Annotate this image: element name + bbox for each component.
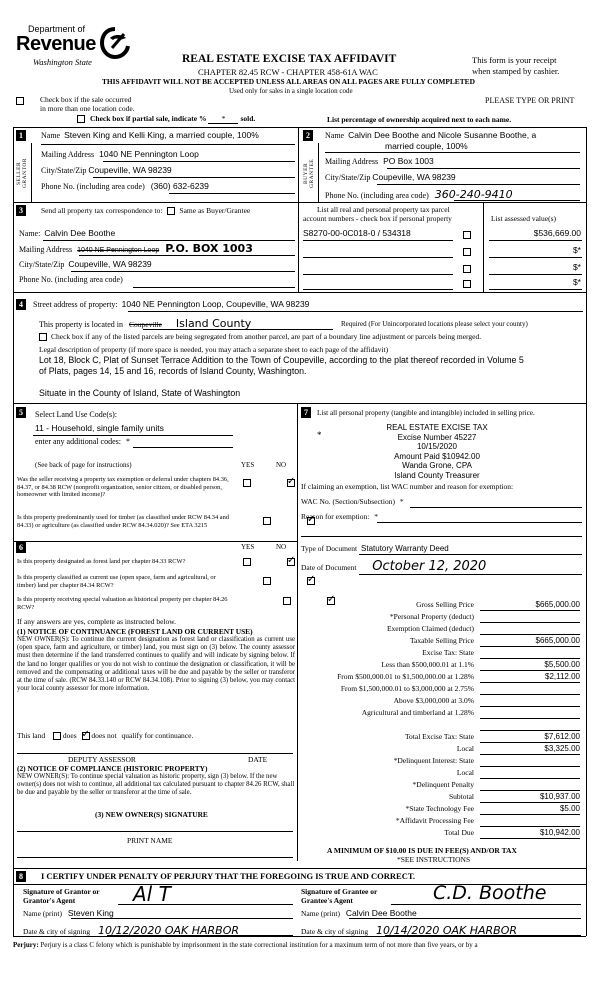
partial-sale-label: Check box if partial sale, indicate %: [90, 114, 207, 123]
corr-city-row: City/State/Zip Coupeville, WA 98239: [19, 259, 152, 269]
segregated-row: Check box if any of the listed parcels are being segregated from another parcel, are part of a boundary line adjustment or parcels being merged.: [39, 332, 481, 341]
seller-mail-field[interactable]: 1040 NE Pennington Loop: [99, 149, 199, 159]
grantor-name-field[interactable]: Steven King: [67, 908, 114, 918]
tax-row-value[interactable]: $3,325.00: [544, 744, 580, 753]
tax-row-label: *Delinquent Interest: State: [393, 756, 474, 765]
section-property: 4 Street address of property: 1040 NE Pennington Loop, Coupeville, WA 98239 This property is located in Coupeville Island County Required (For Unincorporated locations please select your county) Check box if any of the listed parcels are being segregated from another parcel, are part of a boundary line adjustment or parcels being merged. Legal description of property (if more space is needed, you may attach a separate sheet to each page of the affidavit) Lot 18, Block C, Plat of Sunset Terrace Addition to the Town of Coupeville, according to the plat thereof recorded in Volume 5 of Plats, pages 14, 15 and 16, records of Island County, Washington. Situate in the County of Island, State of Washington: [13, 292, 586, 400]
notice-compliance-body: NEW OWNER(S): To continue special valuation as historic property, sign (3) below. If the new owner(s) does not wish to continue, all additional tax calculated pursuant to chapter 84.26 RCW, shall be due and payable by the seller or transferor at the time of sale.: [17, 773, 295, 797]
grantor-signature-label: Signature of Grantor or Grantor's Agent: [23, 887, 100, 905]
land-use-q2: Is this property predominantly used for timber (as classified under RCW 84.34 and 84.33) or agriculture (as classified under RCW 84.34.020)? See ETA 3215: [17, 514, 229, 529]
grantee-name-row: Name (print) Calvin Dee Boothe: [301, 908, 417, 918]
minimum-note: A MINIMUM OF $10.00 IS DUE IN FEE(S) AND/OR TAX: [327, 846, 517, 855]
tax-row-label: Excise Tax: State: [422, 648, 474, 657]
form-chapter: CHAPTER 82.45 RCW - CHAPTER 458-61A WAC: [198, 67, 378, 77]
tax-row-line: [480, 718, 580, 719]
partial-sale-checkbox[interactable]: [77, 115, 85, 123]
multi-location-checkbox[interactable]: [16, 97, 24, 105]
tax-row-line: [480, 706, 580, 707]
seller-side-label: SELLER GRANTOR: [16, 158, 28, 188]
tax-row-value[interactable]: $10,937.00: [539, 792, 580, 801]
buyer-phone-row: Phone No. (including area code) 360-240-9410: [325, 188, 513, 201]
tax-row-value[interactable]: $5,500.00: [544, 660, 580, 669]
tax-row-line: [480, 826, 580, 827]
receipt-note-2: when stamped by cashier.: [472, 66, 560, 76]
street-field[interactable]: 1040 NE Pennington Loop, Coupeville, WA 98239: [121, 299, 310, 309]
tax-row-value[interactable]: $7,612.00: [544, 732, 580, 741]
section-1-number: 1: [16, 130, 26, 141]
does-not-checkbox[interactable]: [82, 732, 90, 740]
parcel-value-2[interactable]: $*: [572, 245, 581, 255]
tax-row-line: [480, 622, 580, 623]
see-instructions: *SEE INSTRUCTIONS: [397, 855, 471, 864]
tax-row-label: Local: [456, 768, 474, 777]
section-parcels: List all real and personal property tax parcel account numbers - check box if personal property List assessed value(s) S8270-00-0C018-0 / 534318 $536,669.00 $* $* $*: [299, 202, 586, 292]
q5-2-yes-checkbox[interactable]: [263, 517, 271, 525]
doc-date-row: Date of Document October 12, 2020: [301, 559, 487, 574]
legal-description-3[interactable]: Situate in the County of Island, State of Washington: [39, 388, 241, 398]
tax-row-line: [480, 634, 580, 635]
located-field[interactable]: Island County: [175, 317, 252, 330]
form-title: REAL ESTATE EXCISE TAX AFFIDAVIT: [182, 53, 397, 65]
section-correspondence: [13, 202, 299, 292]
q5-1-yes-checkbox[interactable]: [243, 479, 251, 487]
doc-date-field[interactable]: October 12, 2020: [372, 559, 487, 574]
grantee-name-field[interactable]: Calvin Dee Boothe: [345, 908, 417, 918]
same-as-buyer-checkbox[interactable]: [167, 207, 175, 215]
q6-1-no-checkbox[interactable]: [287, 558, 295, 566]
land-use-code-field[interactable]: 11 - Household, single family units: [35, 423, 164, 433]
grantor-date-row: Date & city of signing 10/12/2020 OAK HARBOR: [23, 924, 240, 937]
parcel-personal-checkbox-3[interactable]: [463, 265, 471, 273]
multi-location-label-1: Check box if the sale occurred: [40, 95, 132, 104]
corr-mail-row: Mailing Address 1040 NE Pennington Loop P.O. BOX 1003: [19, 242, 253, 255]
warning-text: THIS AFFIDAVIT WILL NOT BE ACCEPTED UNLESS ALL AREAS ON ALL PAGES ARE FULLY COMPLETED: [102, 77, 475, 86]
parcel-personal-checkbox-2[interactable]: [463, 248, 471, 256]
grantee-date-row: Date & city of signing 10/14/2020 OAK HARBOR: [301, 924, 518, 937]
please-type: PLEASE TYPE OR PRINT: [485, 96, 575, 105]
ownership-note: List percentage of ownership acquired next to each name.: [327, 115, 512, 124]
buyer-mail-field[interactable]: PO Box 1003: [383, 156, 434, 166]
reason-field[interactable]: *: [374, 512, 378, 521]
grantor-signature[interactable]: Al T: [133, 882, 171, 906]
located-struck: Coupeville: [128, 320, 162, 329]
parcel-value-3[interactable]: $*: [572, 262, 581, 272]
seller-name-row: Name Steven King and Kelli King, a married couple, 100%: [41, 130, 259, 140]
logo-mark-icon: [100, 26, 130, 60]
section-2-number: 2: [303, 130, 313, 141]
tax-row-line: [480, 778, 580, 779]
tax-row-line: [480, 658, 580, 659]
section-buyer: [299, 127, 586, 202]
tax-row-label: Total Excise Tax: State: [404, 732, 474, 741]
tax-row-line: [480, 694, 580, 695]
buyer-city-field[interactable]: Coupeville, WA 98239: [372, 172, 456, 182]
tax-row-label: *Delinquent Penalty: [412, 780, 474, 789]
partial-sale-input[interactable]: *: [208, 114, 238, 124]
grantee-date-field[interactable]: 10/14/2020 OAK HARBOR: [375, 924, 518, 937]
parcel-value-4[interactable]: $*: [572, 277, 581, 287]
tax-row-line: [480, 838, 580, 839]
tax-row-label: Less than $500,000.01 at 1.1%: [381, 660, 474, 669]
tax-row-label: Gross Selling Price: [416, 600, 474, 609]
receipt-note-1: This form is your receipt: [472, 55, 557, 65]
legal-description-1[interactable]: Lot 18, Block C, Plat of Sunset Terrace Addition to the Town of Coupeville, according to the plat thereof recorded in Volume 5: [39, 355, 524, 365]
buyer-city-row: City/State/Zip Coupeville, WA 98239: [325, 172, 456, 182]
qualify-row: This land does ✓ does not qualify for continuance.: [17, 731, 193, 740]
buyer-side-label: BUYER GRANTEE: [303, 158, 315, 188]
current-use-q1: Is this property designated as forest land per chapter 84.33 RCW?: [17, 558, 186, 565]
section-seller: [13, 127, 299, 202]
parcel-value-1[interactable]: $536,669.00: [533, 228, 581, 238]
multi-location-row: [16, 96, 24, 105]
corr-phone-row: Phone No. (including area code): [19, 275, 123, 284]
logo-state: Washington State: [33, 57, 92, 67]
legal-description-2[interactable]: of Plats, pages 14, 15 and 16, records of Island County, Washington.: [39, 366, 307, 376]
buyer-phone-field[interactable]: 360-240-9410: [434, 188, 513, 201]
section-5-number: 5: [16, 407, 26, 418]
correspondence-title-row: Send all property tax correspondence to: Same as Buyer/Grantee: [41, 206, 251, 215]
tax-row-line: [480, 646, 580, 647]
partial-sale-sold: sold.: [240, 114, 256, 123]
reason-row: Reason for exemption: *: [301, 512, 378, 521]
section-personal-property: 7 List all personal property (tangible and intangible) included in selling price. * REAL ESTATE EXCISE TAX Excise Number 45227 10/15/2020 Amount Paid $10942.00 Wanda Grone, CPA Island County Treasurer If claiming an exemption, list WAC number and reason for exemption: WAC No. (Section/Subsection) * Reason for exemption: * Type of Document Statutory Warranty Deed Date of Document October 12, 2020: [297, 403, 586, 583]
doc-type-row: Type of Document Statutory Warranty Deed: [301, 544, 449, 553]
tax-row-line: [480, 742, 580, 743]
notice-continuance-body: NEW OWNER(S): To continue the current designation as forest land or classification as current use (open space, farm and agriculture, or timber) land, you must sign on (3) below. The county assessor must then determine if the land transferred continues to qualify and will indicate by signing below. If the land no longer qualifies or you do not wish to continue the designation or classification, it will be removed and the compensating or additional taxes will be due and payable by the seller or transferor at the time of sale. (RCW 84.33.140 or RCW 84.34.108). Prior to signing (3) below, you may contact your local county assessor for more information.: [17, 636, 295, 693]
tax-row-label: Above $3,000,000 at 3.0%: [393, 696, 474, 705]
buyer-mail-row: Mailing Address PO Box 1003: [325, 156, 434, 166]
tax-row-value[interactable]: $665,000.00: [535, 600, 580, 609]
section-land-use: 5 Select Land Use Code(s): 11 - Household, single family units enter any additional codes: * (See back of page for instructions) YES NO Was the seller receiving a property tax exemption or deferral under chapters 84.36, 84.37, or 84.38 RCW (nonprofit organization, senior citizen, or disabled person, homeowner with limited income)? ✓ Is this property predominantly used for timber (as classified under RCW 84.34 and 84.33) or agriculture (as classified under RCW 84.34.020)? See ETA 3215 ✓: [13, 403, 297, 541]
additional-codes-row: enter any additional codes: *: [35, 437, 130, 446]
seller-city-field[interactable]: Coupeville, WA 98239: [88, 165, 172, 175]
street-row: Street address of property: 1040 NE Pennington Loop, Coupeville, WA 98239: [33, 299, 310, 309]
q5-1-no-checkbox[interactable]: [287, 479, 295, 487]
tax-row-label: Agricultural and timberland at 1.28%: [361, 708, 474, 717]
tax-row-line: [480, 814, 580, 815]
tax-row-value[interactable]: $5.00: [559, 804, 580, 813]
wac-row: WAC No. (Section/Subsection) *: [301, 497, 404, 506]
section-8-number: 8: [16, 871, 26, 882]
q6-2-yes-checkbox[interactable]: [263, 577, 271, 585]
dor-logo: [8, 22, 133, 72]
multi-location-label-2: in more than one location code.: [40, 104, 135, 113]
logo-dept: Department of: [28, 24, 86, 34]
buyer-name-field-2[interactable]: married couple, 100%: [385, 141, 468, 151]
seller-city-row: City/State/Zip Coupeville, WA 98239: [41, 165, 172, 175]
tax-row-line: [480, 790, 580, 791]
q6-1-yes-checkbox[interactable]: [243, 558, 251, 566]
tax-row-value[interactable]: $10,942.00: [539, 828, 580, 837]
tax-row-label: *Affidavit Processing Fee: [395, 816, 474, 825]
tax-row-line: [480, 802, 580, 803]
tax-row-value[interactable]: $665,000.00: [535, 636, 580, 645]
partial-sale-row: [77, 114, 255, 124]
land-use-q1: Was the seller receiving a property tax exemption or deferral under chapters 84.36, 84.37, or 84.38 RCW (nonprofit organization, senior citizen, or disabled person, homeowner with limited income)?: [17, 476, 229, 499]
corr-mail-field[interactable]: P.O. BOX 1003: [165, 242, 253, 255]
current-use-q3: Is this property receiving special valuation as historical property per chapter 84.26 RCW?: [17, 596, 228, 611]
tax-row-label: From $1,500,000.01 to $3,000,000 at 2.75%: [340, 684, 474, 693]
tax-row-line: [480, 670, 580, 671]
corr-name-field[interactable]: Calvin Dee Boothe: [44, 228, 116, 238]
section-current-use: 6 YES NO Is this property designated as forest land per chapter 84.33 RCW? ✓ Is this property classified as current use (open space, farm and agricultural, or timber) land per chapter 84.34 RCW? ✓ Is this property receiving special valuation as historical property per chapter 84.26 RCW? ✓ If any answers are yes, complete as instructed below. (1) NOTICE OF CONTINUANCE (FOREST LAND OR CURRENT USE) NEW OWNER(S): To continue the current designation as forest land or classification as current use (open space, farm and agriculture, or timber) land, you must sign on (3) below. The county assessor must then determine if the land transferred continues to qualify and will indicate by signing below. If the land no longer qualifies or you do not wish to continue the designation or classification, it will be removed and the compensating or additional taxes will be due and payable by the seller or transferor at the time of sale. (RCW 84.33.140 or RCW 84.34.108). Prior to signing (3) below, you may contact your local county assessor for more information. This land does ✓ does not qualify for continuance. DEPUTY ASSESSOR DATE (2) NOTICE OF COMPLIANCE (HISTORIC PROPERTY) NEW OWNER(S): To continue special valuation as historic property, sign (3) below. If the new owner(s) does not wish to continue, all additional tax calculated pursuant to chapter 84.26 RCW, shall be due and payable by the seller or transferor at the time of sale. (3) NEW OWNER(S) SIGNATURE PRINT NAME: [13, 541, 297, 861]
notice-compliance-title: (2) NOTICE OF COMPLIANCE (HISTORIC PROPERTY): [17, 764, 208, 773]
tax-row-line: [480, 682, 580, 683]
grantee-signature[interactable]: C.D. Boothe: [433, 882, 547, 904]
wac-field[interactable]: *: [399, 497, 404, 506]
corr-name-row: Name: Calvin Dee Boothe: [19, 228, 116, 238]
seller-phone-field[interactable]: (360) 632-6239: [150, 181, 209, 191]
tax-row-label: Subtotal: [448, 792, 474, 801]
tax-row-label: From $500,000.01 to $1,500,000.00 at 1.28%: [337, 672, 474, 681]
seller-name-field[interactable]: Steven King and Kelli King, a married couple, 100%: [64, 130, 259, 140]
seller-mail-row: Mailing Address 1040 NE Pennington Loop: [41, 149, 199, 159]
buyer-name-row: Name Calvin Dee Boothe and Nicole Susanne Boothe, a married couple, 100%: [325, 130, 583, 151]
does-checkbox[interactable]: [53, 732, 61, 740]
logo-revenue: Revenue: [16, 33, 96, 55]
located-row: This property is located in Coupeville Island County: [39, 317, 252, 330]
grantee-signature-label: Signature of Grantee or Grantee's Agent: [301, 887, 378, 905]
tax-row-line: [480, 766, 580, 767]
parcel-personal-checkbox-4[interactable]: [463, 280, 471, 288]
tax-computation: [297, 600, 586, 864]
grantor-date-field[interactable]: 10/12/2020 OAK HARBOR: [97, 924, 240, 937]
tax-row-label: Total Due: [444, 828, 474, 837]
single-location: Used only for sales in a single location code: [229, 87, 353, 95]
tax-row-label: Exemption Claimed (deduct): [386, 624, 474, 633]
section-certification: 8 I CERTIFY UNDER PENALTY OF PERJURY THAT THE FOREGOING IS TRUE AND CORRECT. Signature of Grantor or Grantor's Agent Al T Name (print) Steven King Date & city of signing 10/12/2020 OAK HARBOR Signature of Grantee or Grantee's Agent C.D. Boothe Name (print) Calvin Dee Boothe Date & city of signing 10/14/2020 OAK HARBOR: [13, 868, 586, 948]
grantor-name-row: Name (print) Steven King: [23, 908, 114, 918]
tax-row-line: [480, 754, 580, 755]
segregated-checkbox[interactable]: [39, 333, 47, 341]
tax-row-line: [480, 730, 580, 731]
section-4-number: 4: [16, 299, 26, 310]
parcel-number-1[interactable]: S8270-00-0C018-0 / 534318: [303, 228, 411, 238]
perjury-note: Perjury: Perjury is a class C felony which is punishable by imprisonment in the state correctional institution for a maximum term of not more than five years, or by a: [13, 941, 478, 949]
corr-city-field[interactable]: Coupeville, WA 98239: [68, 259, 152, 269]
tax-row-label: Local: [456, 744, 474, 753]
corr-mail-struck: 1040 NE Pennington Loop: [77, 247, 160, 254]
current-use-q2: Is this property classified as current use (open space, farm and agricultural, or timber) land per chapter 84.34 RCW?: [17, 574, 216, 589]
tax-row-line: [480, 610, 580, 611]
tax-row-label: Taxable Selling Price: [409, 636, 474, 645]
tax-row-label: *State Technology Fee: [405, 804, 474, 813]
treasurer-stamp: REAL ESTATE EXCISE TAX Excise Number 45227 10/15/2020 Amount Paid $10942.00 Wanda Grone, CPA Island County Treasurer: [386, 423, 488, 480]
seller-phone-row: Phone No. (including area code) (360) 632-6239: [41, 181, 209, 191]
parcel-personal-checkbox-1[interactable]: [463, 231, 471, 239]
q6-3-yes-checkbox[interactable]: [283, 597, 291, 605]
buyer-name-field[interactable]: Calvin Dee Boothe and Nicole Susanne Boothe, a: [348, 130, 537, 140]
notice-continuance-title: (1) NOTICE OF CONTINUANCE (FOREST LAND OR CURRENT USE): [17, 627, 253, 636]
tax-row-label: *Personal Property (deduct): [389, 612, 474, 621]
doc-type-field[interactable]: Statutory Warranty Deed: [361, 544, 449, 553]
section-7-number: 7: [301, 407, 311, 418]
additional-codes-field[interactable]: *: [125, 437, 130, 446]
section-6-number: 6: [16, 542, 26, 553]
tax-row-value[interactable]: $2,112.00: [545, 672, 580, 681]
section-3-number: 3: [16, 205, 26, 216]
